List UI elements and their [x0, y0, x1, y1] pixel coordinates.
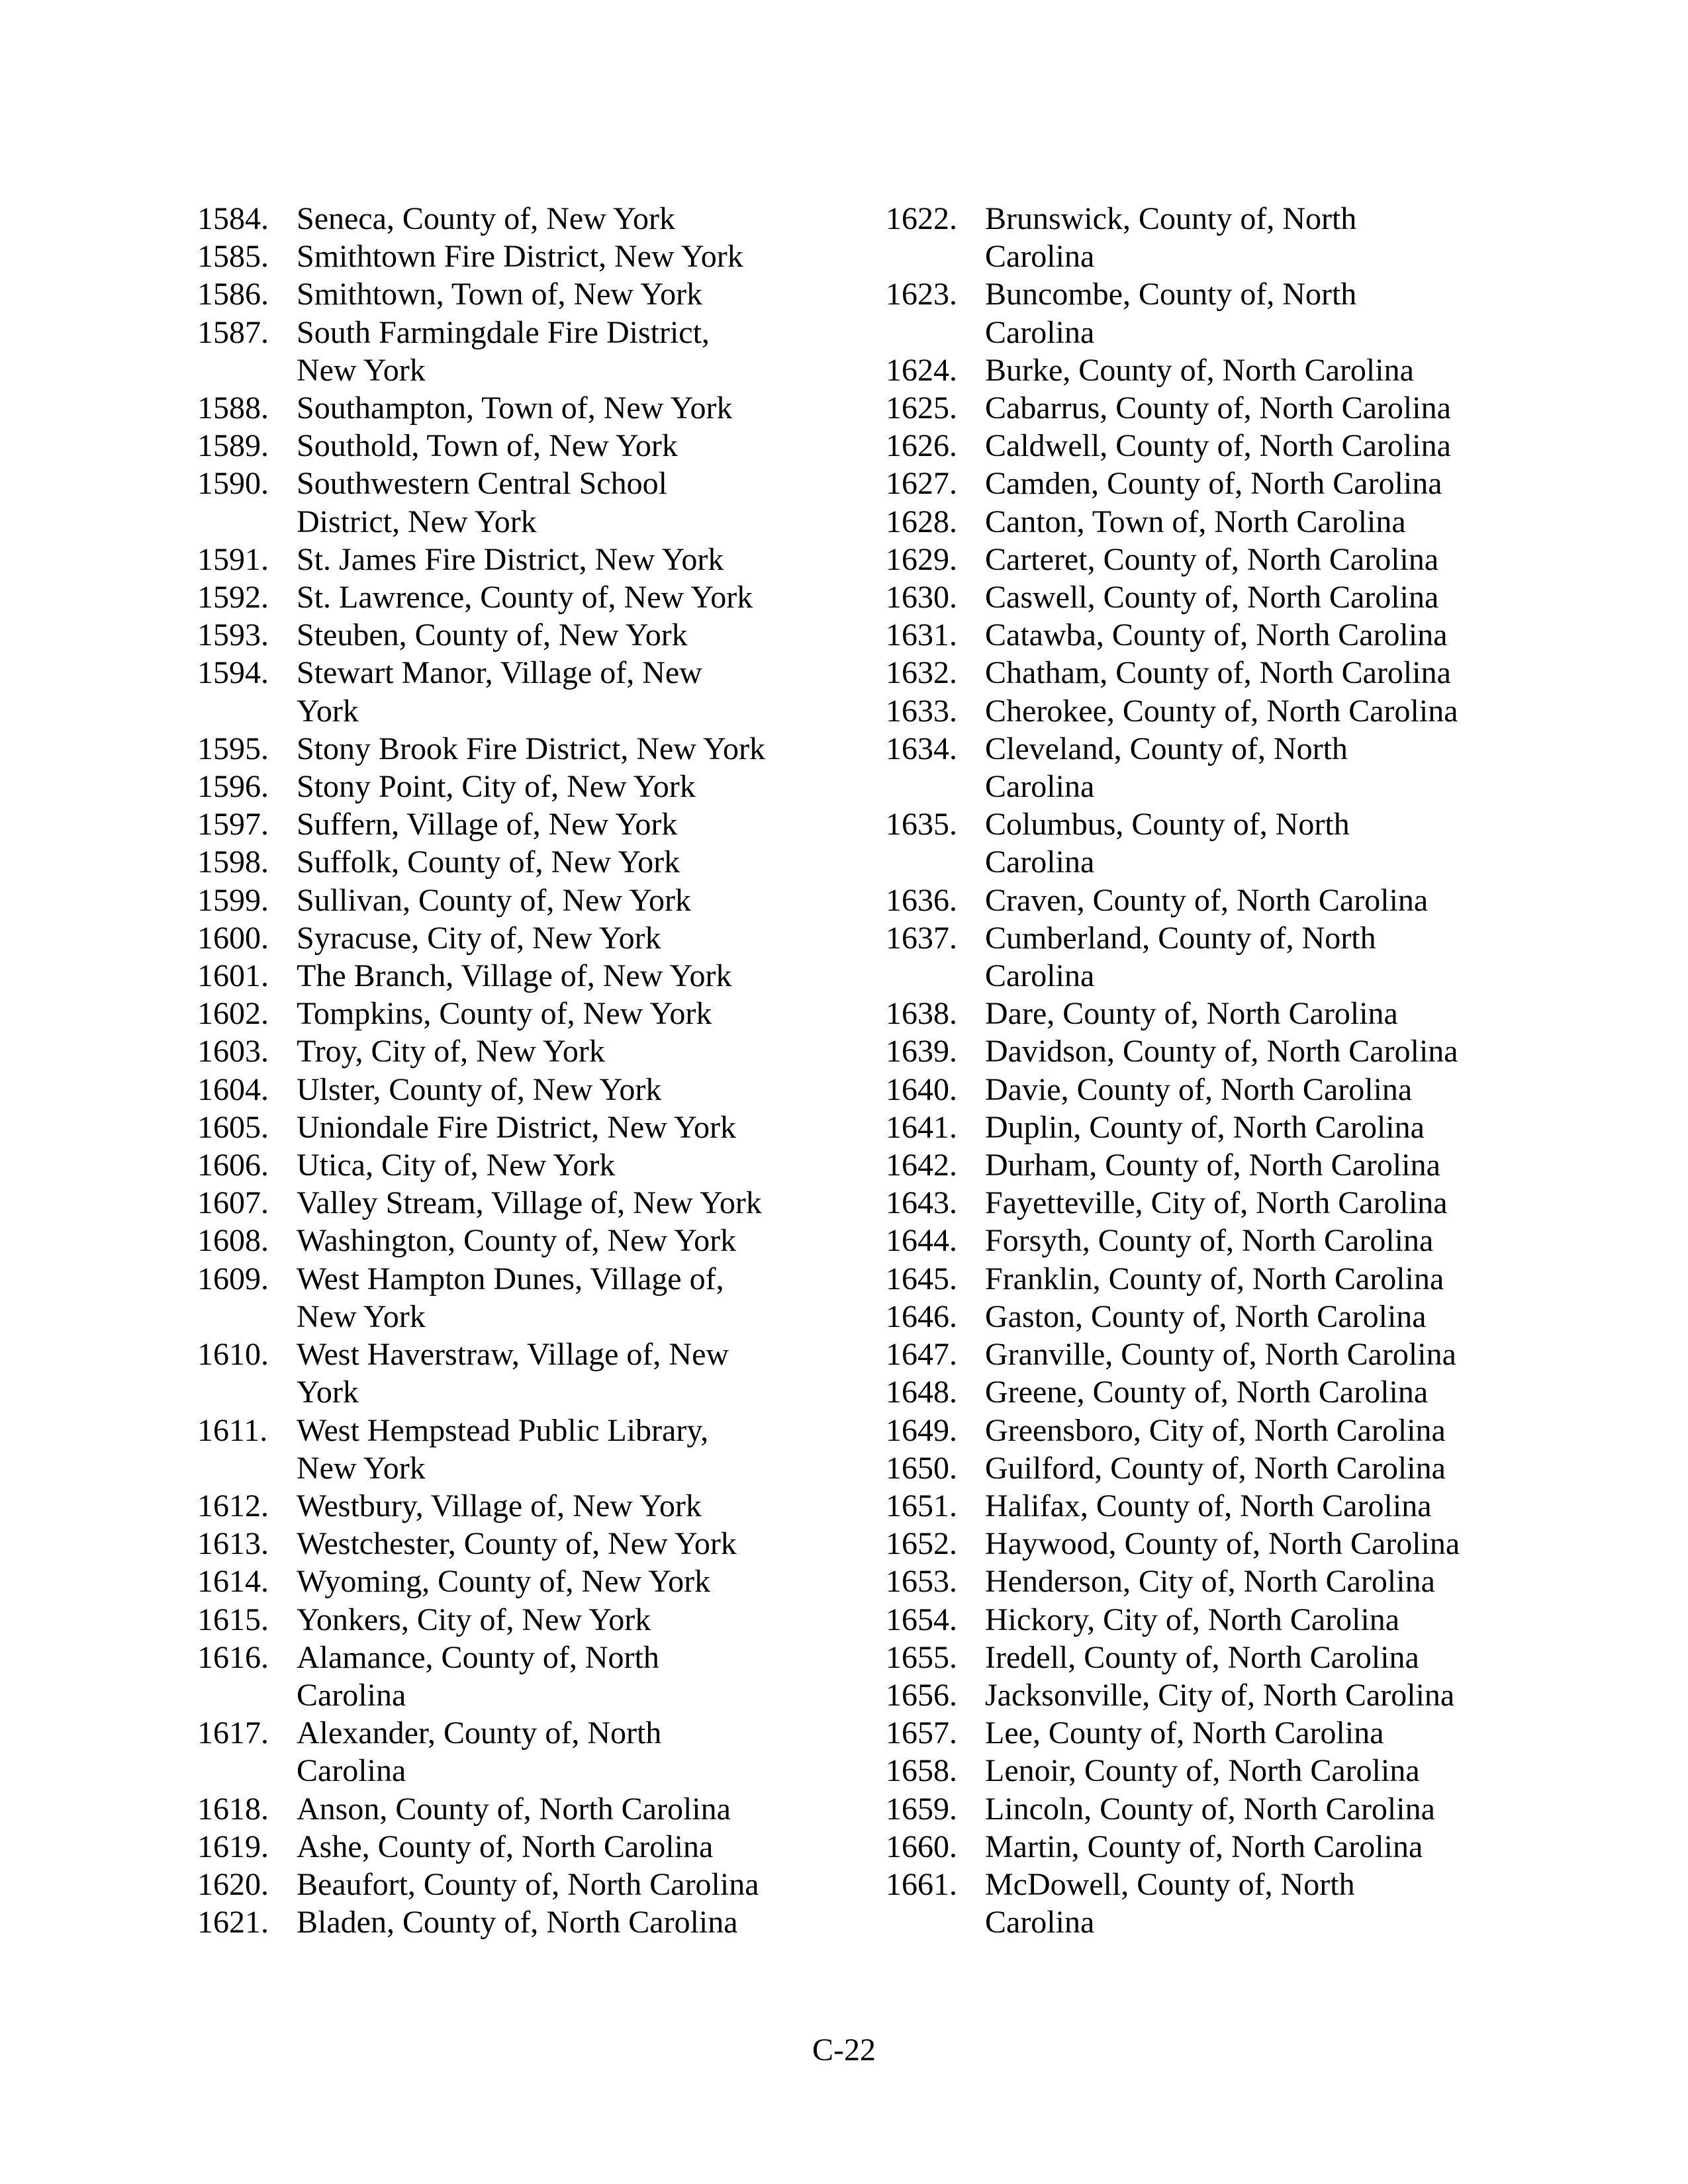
- left-column: [197, 200, 833, 1941]
- entry-number: 1594.: [197, 655, 269, 691]
- entry-number: 1647.: [886, 1337, 957, 1373]
- entry-number: 1617.: [197, 1715, 269, 1751]
- entry-number: 1609.: [197, 1261, 269, 1297]
- entry-number: 1660.: [886, 1829, 957, 1864]
- entry-number: 1641.: [886, 1109, 957, 1145]
- entry-number: 1602.: [197, 996, 269, 1032]
- entry-name: Buncombe, County of, North Carolina: [985, 277, 1357, 350]
- list-item: [197, 238, 833, 275]
- entry-name: Alexander, County of, North Carolina: [297, 1715, 662, 1789]
- entry-name: West Hampton Dunes, Village of, New York: [297, 1261, 724, 1334]
- entry-number: 1620.: [197, 1866, 269, 1902]
- list-item: [197, 578, 833, 616]
- entry-name: Columbus, County of, North Carolina: [985, 807, 1350, 880]
- entry-name: Lincoln, County of, North Carolina: [985, 1791, 1435, 1827]
- entry-name: Tompkins, County of, New York: [297, 996, 712, 1032]
- entry-name: Cumberland, County of, North Carolina: [985, 920, 1376, 994]
- list-item: [197, 995, 833, 1032]
- entry-name: Cleveland, County of, North Carolina: [985, 731, 1348, 805]
- list-item: [886, 1336, 1521, 1373]
- list-item: [886, 1449, 1521, 1487]
- entry-number: 1635.: [886, 807, 957, 842]
- entry-name: Brunswick, County of, North Carolina: [985, 201, 1357, 275]
- list-item: [886, 805, 1521, 881]
- entry-number: 1621.: [197, 1905, 269, 1940]
- entry-number: 1627.: [886, 466, 957, 502]
- entry-name: Caswell, County of, North Carolina: [985, 580, 1439, 615]
- list-item: [197, 1222, 833, 1259]
- entry-number: 1658.: [886, 1753, 957, 1789]
- entry-number: 1605.: [197, 1109, 269, 1145]
- entry-number: 1601.: [197, 958, 269, 994]
- list-item: [886, 1071, 1521, 1109]
- list-item: [886, 1184, 1521, 1222]
- list-item: [197, 882, 833, 919]
- list-item: [886, 1639, 1521, 1676]
- list-item: [886, 1373, 1521, 1411]
- list-item: [197, 1790, 833, 1828]
- entry-name: Fayetteville, City of, North Carolina: [985, 1185, 1448, 1221]
- entry-number: 1606.: [197, 1148, 269, 1183]
- entry-number: 1659.: [886, 1791, 957, 1827]
- entry-name: Bladen, County of, North Carolina: [297, 1905, 738, 1940]
- entry-name: Lenoir, County of, North Carolina: [985, 1753, 1420, 1789]
- entry-name: Smithtown, Town of, New York: [297, 277, 703, 312]
- list-item: [886, 1032, 1521, 1070]
- list-item: [197, 465, 833, 540]
- entry-number: 1633.: [886, 693, 957, 729]
- entry-number: 1645.: [886, 1261, 957, 1297]
- entry-name: Halifax, County of, North Carolina: [985, 1488, 1432, 1524]
- entry-name: South Farmingdale Fire District, New York: [297, 314, 710, 388]
- entry-number: 1593.: [197, 617, 269, 653]
- entry-number: 1628.: [886, 504, 957, 539]
- entry-number: 1650.: [886, 1450, 957, 1486]
- entry-number: 1584.: [197, 201, 269, 236]
- list-item: [197, 1487, 833, 1525]
- list-item: [886, 692, 1521, 730]
- entry-number: 1639.: [886, 1034, 957, 1069]
- entry-name: Syracuse, City of, New York: [297, 920, 661, 956]
- list-item: [886, 389, 1521, 427]
- entry-name: Guilford, County of, North Carolina: [985, 1450, 1446, 1486]
- entry-name: West Haverstraw, Village of, New York: [297, 1337, 729, 1410]
- entry-name: Cabarrus, County of, North Carolina: [985, 390, 1451, 426]
- entry-name: Ulster, County of, New York: [297, 1071, 662, 1107]
- entry-number: 1619.: [197, 1829, 269, 1864]
- entry-number: 1591.: [197, 541, 269, 577]
- list-item: [197, 1601, 833, 1639]
- entry-name: Wyoming, County of, New York: [297, 1564, 711, 1600]
- list-item: [886, 1790, 1521, 1828]
- entry-name: Durham, County of, North Carolina: [985, 1148, 1440, 1183]
- entry-number: 1596.: [197, 769, 269, 805]
- entry-number: 1616.: [197, 1639, 269, 1675]
- entry-number: 1611.: [197, 1412, 268, 1448]
- entry-name: Burke, County of, North Carolina: [985, 352, 1414, 388]
- entry-name: Hickory, City of, North Carolina: [985, 1602, 1400, 1637]
- list-item: [197, 654, 833, 729]
- entry-number: 1613.: [197, 1526, 269, 1562]
- entry-name: Greensboro, City of, North Carolina: [985, 1412, 1446, 1448]
- entry-name: McDowell, County of, North Carolina: [985, 1866, 1355, 1940]
- entry-name: Duplin, County of, North Carolina: [985, 1109, 1425, 1145]
- list-item: [886, 465, 1521, 502]
- entry-number: 1589.: [197, 428, 269, 464]
- entry-name: Canton, Town of, North Carolina: [985, 504, 1406, 539]
- entry-name: Alamance, County of, North Carolina: [297, 1639, 659, 1713]
- list-item: [886, 919, 1521, 995]
- list-item: [886, 1525, 1521, 1563]
- entry-name: Westchester, County of, New York: [297, 1526, 737, 1562]
- entry-number: 1600.: [197, 920, 269, 956]
- list-item: [197, 1525, 833, 1563]
- list-item: [197, 616, 833, 654]
- entry-name: Uniondale Fire District, New York: [297, 1109, 736, 1145]
- list-item: [197, 1260, 833, 1336]
- list-item: [197, 541, 833, 578]
- entry-name: Sullivan, County of, New York: [297, 882, 692, 918]
- list-item: [197, 1146, 833, 1184]
- entry-number: 1590.: [197, 466, 269, 502]
- entry-number: 1649.: [886, 1412, 957, 1448]
- entry-number: 1626.: [886, 428, 957, 464]
- entry-number: 1630.: [886, 580, 957, 615]
- entry-name: Davie, County of, North Carolina: [985, 1071, 1413, 1107]
- entry-number: 1636.: [886, 882, 957, 918]
- list-item: [197, 1903, 833, 1941]
- entry-number: 1586.: [197, 277, 269, 312]
- entry-name: Davidson, County of, North Carolina: [985, 1034, 1458, 1069]
- entry-name: Caldwell, County of, North Carolina: [985, 428, 1451, 464]
- entry-number: 1632.: [886, 655, 957, 691]
- entry-number: 1644.: [886, 1223, 957, 1259]
- entry-name: Greene, County of, North Carolina: [985, 1375, 1429, 1410]
- list-item: [886, 1828, 1521, 1866]
- entry-number: 1610.: [197, 1337, 269, 1373]
- entry-name: Seneca, County of, New York: [297, 201, 675, 236]
- page-number: C-22: [812, 2032, 876, 2068]
- entry-number: 1638.: [886, 996, 957, 1032]
- list-item: [886, 882, 1521, 919]
- entry-number: 1599.: [197, 882, 269, 918]
- list-item: [197, 200, 833, 238]
- list-item: [197, 427, 833, 465]
- list-item: [197, 1071, 833, 1109]
- entry-name: Stewart Manor, Village of, New York: [297, 655, 702, 729]
- list-item: [197, 919, 833, 957]
- entry-name: Granville, County of, North Carolina: [985, 1337, 1456, 1373]
- entry-name: Yonkers, City of, New York: [297, 1602, 651, 1637]
- entry-name: Iredell, County of, North Carolina: [985, 1639, 1419, 1675]
- list-item: [886, 654, 1521, 692]
- entry-name: Lee, County of, North Carolina: [985, 1715, 1384, 1751]
- entry-name: Valley Stream, Village of, New York: [297, 1185, 762, 1221]
- entry-name: Suffern, Village of, New York: [297, 807, 678, 842]
- entry-number: 1629.: [886, 541, 957, 577]
- list-item: [197, 1828, 833, 1866]
- entry-number: 1592.: [197, 580, 269, 615]
- entry-name: Troy, City of, New York: [297, 1034, 605, 1069]
- list-item: [886, 1260, 1521, 1298]
- list-item: [886, 541, 1521, 578]
- entry-number: 1651.: [886, 1488, 957, 1524]
- entry-name: Southold, Town of, New York: [297, 428, 678, 464]
- list-item: [197, 1336, 833, 1411]
- entry-number: 1624.: [886, 352, 957, 388]
- entry-number: 1588.: [197, 390, 269, 426]
- entry-number: 1607.: [197, 1185, 269, 1221]
- entry-number: 1648.: [886, 1375, 957, 1410]
- entry-number: 1618.: [197, 1791, 269, 1827]
- entry-name: Gaston, County of, North Carolina: [985, 1298, 1427, 1334]
- list-item: [197, 1714, 833, 1790]
- right-column: [886, 200, 1521, 1941]
- entry-name: Beaufort, County of, North Carolina: [297, 1866, 759, 1902]
- list-item: [197, 314, 833, 389]
- list-item: [197, 1032, 833, 1070]
- list-item: [886, 1563, 1521, 1600]
- list-item: [886, 1109, 1521, 1146]
- list-item: [886, 1487, 1521, 1525]
- entry-number: 1625.: [886, 390, 957, 426]
- entry-number: 1603.: [197, 1034, 269, 1069]
- list-item: [886, 503, 1521, 541]
- entry-name: Ashe, County of, North Carolina: [297, 1829, 714, 1864]
- list-item: [197, 389, 833, 427]
- entry-number: 1595.: [197, 731, 269, 766]
- entry-name: Catawba, County of, North Carolina: [985, 617, 1448, 653]
- list-item: [197, 1563, 833, 1600]
- entry-name: St. Lawrence, County of, New York: [297, 580, 753, 615]
- list-item: [886, 1222, 1521, 1259]
- entry-name: Utica, City of, New York: [297, 1148, 616, 1183]
- entry-name: Steuben, County of, New York: [297, 617, 688, 653]
- entry-number: 1623.: [886, 277, 957, 312]
- list-item: [886, 995, 1521, 1032]
- entry-name: Henderson, City of, North Carolina: [985, 1564, 1435, 1600]
- list-item: [197, 1639, 833, 1714]
- entry-name: Cherokee, County of, North Carolina: [985, 693, 1458, 729]
- entry-number: 1637.: [886, 920, 957, 956]
- list-item: [886, 1714, 1521, 1752]
- entry-number: 1615.: [197, 1602, 269, 1637]
- entry-number: 1587.: [197, 314, 269, 350]
- list-item: [886, 1866, 1521, 1941]
- entry-name: Southampton, Town of, New York: [297, 390, 733, 426]
- list-item: [886, 351, 1521, 389]
- entry-number: 1604.: [197, 1071, 269, 1107]
- entry-number: 1614.: [197, 1564, 269, 1600]
- list-item: [886, 1601, 1521, 1639]
- list-item: [197, 805, 833, 843]
- entry-name: Westbury, Village of, New York: [297, 1488, 702, 1524]
- entry-name: Carteret, County of, North Carolina: [985, 541, 1439, 577]
- list-item: [197, 1109, 833, 1146]
- list-item: [886, 1298, 1521, 1336]
- entry-name: Haywood, County of, North Carolina: [985, 1526, 1460, 1562]
- entry-number: 1597.: [197, 807, 269, 842]
- list-item: [886, 427, 1521, 465]
- list-item: [197, 843, 833, 881]
- entry-number: 1612.: [197, 1488, 269, 1524]
- list-item: [886, 616, 1521, 654]
- entry-name: Forsyth, County of, North Carolina: [985, 1223, 1434, 1259]
- entry-name: Martin, County of, North Carolina: [985, 1829, 1423, 1864]
- entry-number: 1585.: [197, 239, 269, 275]
- entry-number: 1640.: [886, 1071, 957, 1107]
- entry-number: 1654.: [886, 1602, 957, 1637]
- list-item: [886, 1676, 1521, 1714]
- list-item: [197, 957, 833, 995]
- entry-number: 1653.: [886, 1564, 957, 1600]
- entry-number: 1661.: [886, 1866, 957, 1902]
- entry-name: Smithtown Fire District, New York: [297, 239, 743, 275]
- entry-name: Jacksonville, City of, North Carolina: [985, 1677, 1455, 1713]
- list-item: [886, 1752, 1521, 1790]
- entry-name: The Branch, Village of, New York: [297, 958, 732, 994]
- entry-number: 1655.: [886, 1639, 957, 1675]
- entry-number: 1608.: [197, 1223, 269, 1259]
- entry-number: 1622.: [886, 201, 957, 236]
- list-item: [886, 275, 1521, 351]
- entry-name: Camden, County of, North Carolina: [985, 466, 1442, 502]
- list-item: [886, 1146, 1521, 1184]
- entry-number: 1656.: [886, 1677, 957, 1713]
- entry-number: 1652.: [886, 1526, 957, 1562]
- entry-name: Chatham, County of, North Carolina: [985, 655, 1451, 691]
- list-item: [197, 1866, 833, 1903]
- list-item: [197, 730, 833, 768]
- list-item: [886, 1412, 1521, 1449]
- entry-name: Southwestern Central School District, New York: [297, 466, 667, 539]
- entry-name: West Hempstead Public Library, New York: [297, 1412, 709, 1486]
- entry-number: 1631.: [886, 617, 957, 653]
- list-item: [886, 578, 1521, 616]
- entry-number: 1646.: [886, 1298, 957, 1334]
- entry-name: Stony Point, City of, New York: [297, 769, 696, 805]
- entry-number: 1642.: [886, 1148, 957, 1183]
- list-item: [197, 1412, 833, 1487]
- entry-name: Craven, County of, North Carolina: [985, 882, 1429, 918]
- list-item: [886, 200, 1521, 275]
- entry-name: Dare, County of, North Carolina: [985, 996, 1398, 1032]
- entry-number: 1634.: [886, 731, 957, 766]
- entry-number: 1657.: [886, 1715, 957, 1751]
- entry-name: St. James Fire District, New York: [297, 541, 724, 577]
- entry-name: Stony Brook Fire District, New York: [297, 731, 766, 766]
- list-item: [197, 768, 833, 805]
- entry-name: Franklin, County of, North Carolina: [985, 1261, 1444, 1297]
- list-item: [197, 1184, 833, 1222]
- entry-number: 1598.: [197, 844, 269, 880]
- entry-name: Washington, County of, New York: [297, 1223, 737, 1259]
- entry-number: 1643.: [886, 1185, 957, 1221]
- entry-name: Suffolk, County of, New York: [297, 844, 680, 880]
- list-item: [886, 730, 1521, 805]
- list-item: [197, 275, 833, 313]
- entry-name: Anson, County of, North Carolina: [297, 1791, 731, 1827]
